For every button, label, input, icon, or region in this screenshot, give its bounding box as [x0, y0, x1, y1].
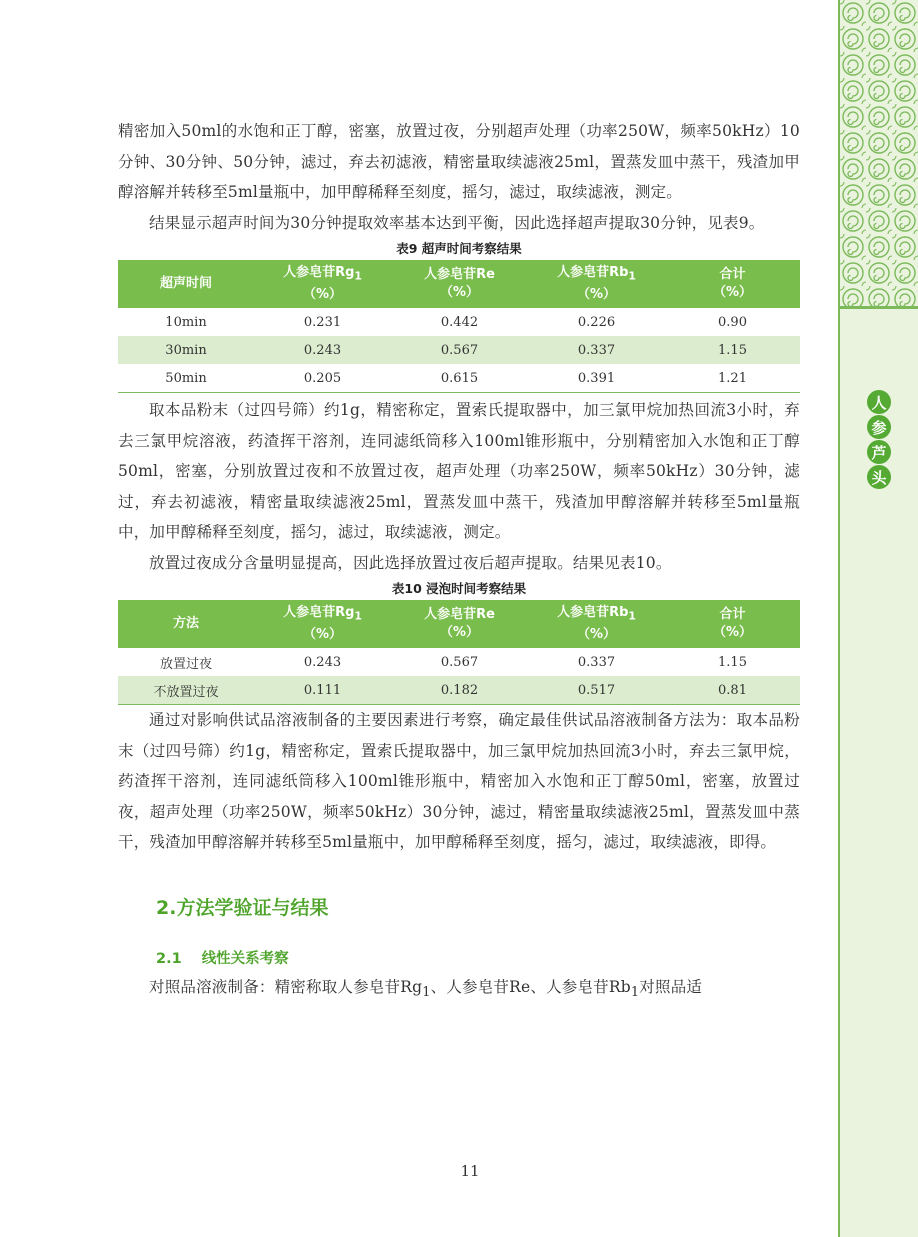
table-cell: 1.15	[718, 654, 747, 670]
column-header: 人参皂苷$Rb_1$ （%）	[528, 600, 665, 648]
table-row	[118, 648, 800, 676]
table-cell: 0.442	[440, 314, 479, 330]
column-header: 人参皂苷Re （%）	[391, 260, 528, 308]
side-char: 头	[867, 465, 891, 489]
page-number: 11	[460, 1162, 480, 1180]
table-header-row	[118, 600, 800, 648]
table-row	[118, 308, 800, 336]
paragraph: 结果显示超声时间为30分钟提取效率基本达到平衡，因此选择超声提取30分钟，见表9。	[149, 213, 765, 232]
column-header: 人参皂苷$Rg_1$ （%）	[254, 600, 391, 648]
subsection-number: 2.1	[156, 950, 182, 967]
paragraph: 放置过夜成分含量明显提高，因此选择放置过夜后超声提取。结果见表10。	[149, 553, 672, 572]
table-cell: 0.205	[254, 364, 391, 393]
table-cell: 1.15	[665, 336, 800, 364]
table-cell: 不放置过夜	[118, 676, 254, 705]
table-cell: 0.391	[528, 364, 665, 393]
table-cell: 放置过夜	[159, 656, 212, 672]
table-cell: 0.90	[718, 314, 747, 330]
table-cell: 0.226	[577, 314, 616, 330]
side-char: 人	[867, 390, 891, 414]
table-caption: 表9 超声时间考察结果	[396, 241, 522, 256]
table-cell: 0.567	[440, 654, 479, 670]
table-cell: 0.615	[391, 364, 528, 393]
table-cell: 0.517	[528, 676, 665, 705]
paragraph: 精密加入50ml的水饱和正丁醇，密塞，放置过夜，分别超声处理（功率250W，频率50kHz）10分钟、30分钟、50分钟，滤过，弃去初滤液，精密量取续滤液25ml，置蒸发皿中蒸干，残渣加甲醇溶解并转移至5ml量瓶中，加甲醇稀释至刻度，摇匀，滤过，取续滤液，测定。	[118, 122, 800, 201]
side-char: 参	[867, 415, 891, 439]
table-cell: 0.337	[528, 336, 665, 364]
column-header: 超声时间	[118, 260, 254, 308]
table-cell: 0.337	[577, 654, 616, 670]
side-title	[861, 390, 897, 489]
subsection-heading	[118, 946, 800, 972]
table-cell: 50min	[118, 364, 254, 393]
table-row	[118, 336, 800, 364]
column-header: 人参皂苷Re （%）	[391, 600, 528, 648]
column-header: 人参皂苷$Rg_1$ （%）	[254, 260, 391, 308]
results-table-10	[118, 600, 800, 705]
table-cell: 0.111	[254, 676, 391, 705]
table-row	[118, 364, 800, 393]
column-header: 方法	[118, 600, 254, 648]
side-decoration	[838, 0, 918, 1237]
table-cell: 0.243	[303, 654, 342, 670]
column-header: 人参皂苷$Rb_1$ （%）	[528, 260, 665, 308]
results-table-9	[118, 260, 800, 393]
column-header: 合计 （%）	[665, 600, 800, 648]
table-cell: 30min	[118, 336, 254, 364]
table-cell: 0.182	[391, 676, 528, 705]
table-cell: 0.567	[391, 336, 528, 364]
cloud-pattern	[840, 0, 918, 306]
table-cell: 0.243	[254, 336, 391, 364]
column-header: 合计 （%）	[665, 260, 800, 308]
paragraph: 取本品粉末（过四号筛）约1g，精密称定，置索氏提取器中，加三氯甲烷加热回流3小时，弃去三氯甲烷溶液，药渣挥干溶剂，连同滤纸筒移入100ml锥形瓶中，分别精密加入水饱和正丁醇50ml，密塞，分别放置过夜和不放置过夜，超声处理（功率250W，频率50kHz）30分钟，滤过，弃去初滤液，精密量取续滤液25ml，置蒸发皿中蒸干，残渣加甲醇溶解并转移至5ml量瓶中，加甲醇稀释至刻度，摇匀，滤过，取续滤液，测定。	[118, 401, 800, 541]
table-cell: 1.21	[665, 364, 800, 393]
table-cell: 10min	[165, 314, 207, 330]
table-caption: 表10 浸泡时间考察结果	[391, 581, 527, 596]
table-cell: 0.231	[303, 314, 342, 330]
main-content	[118, 116, 800, 1008]
table-header-row	[118, 260, 800, 308]
table-row	[118, 676, 800, 705]
paragraph: 通过对影响供试品溶液制备的主要因素进行考察，确定最佳供试品溶液制备方法为：取本品粉末（过四号筛）约1g，精密称定，置索氏提取器中，加三氯甲烷加热回流3小时，弃去三氯甲烷，药渣挥干溶剂，连同滤纸筒移入100ml锥形瓶中，精密加入水饱和正丁醇50ml，密塞，放置过夜，超声处理（功率250W，频率50kHz）30分钟，滤过，精密量取续滤液25ml，置蒸发皿中蒸干，残渣加甲醇溶解并转移至5ml量瓶中，加甲醇稀释至刻度，摇匀，滤过，取续滤液，即得。	[118, 711, 800, 851]
side-char: 芦	[867, 440, 891, 464]
subsection-title: 线性关系考察	[201, 950, 289, 967]
side-divider	[840, 306, 918, 309]
table-cell: 0.81	[665, 676, 800, 705]
section-heading: 2.方法学验证与结果	[156, 896, 329, 919]
paragraph: 对照品溶液制备：精密称取人参皂苷$Rg_1$、人参皂苷Re、人参皂苷$Rb_1$对照品适	[149, 977, 703, 1000]
